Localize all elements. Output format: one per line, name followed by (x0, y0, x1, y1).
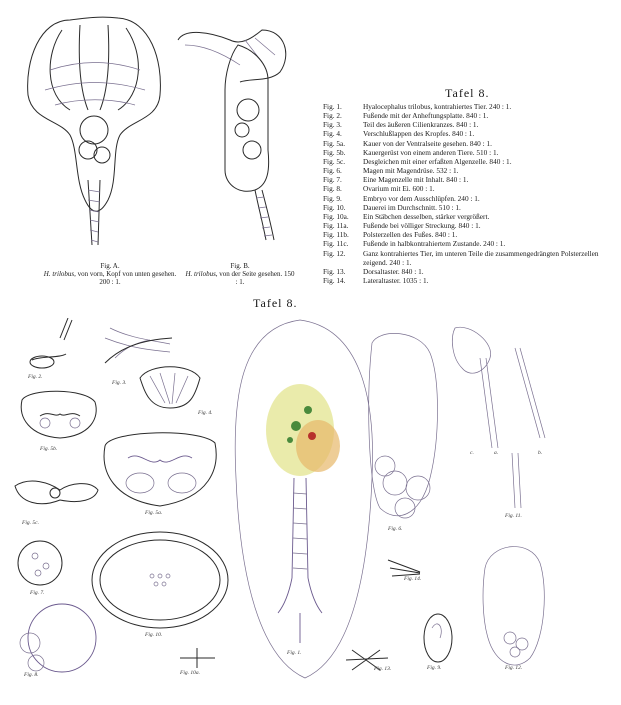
legend-entry-text: Hyalocephalus trilobus, kontrahiertes Tier. 240 : 1. (363, 102, 512, 111)
fig3-drawing (105, 328, 172, 363)
legend-entry-figure: Fig. 6. (323, 166, 342, 176)
legend-entry-figure: Fig. 9. (323, 193, 342, 203)
figure-a-label: Fig. A. (100, 262, 120, 270)
legend-entry-figure: Fig. 4. (323, 129, 342, 139)
legend-entry-figure: Fig. 10a. (323, 211, 349, 221)
fig7-drawing (18, 541, 62, 585)
legend-entry-text: Fußende mit der Anheftungsplatte. 840 : 1. (363, 111, 489, 121)
legend-entry-figure: Fig. 8. (323, 184, 342, 194)
figure-a-caption (40, 262, 180, 286)
fig4-drawing (140, 367, 200, 408)
legend-entry-text: Kauergerüst von einem anderen Tiere. 510 : 1. (363, 147, 499, 157)
legend-entry (323, 194, 619, 203)
figure-a-species: H. trilobus, (43, 270, 76, 278)
legend-entry-text: Verschlußlappen des Kropfes. 840 : 1. (363, 129, 475, 139)
legend-entry-text: Teil des äußeren Cilienkranzes. 840 : 1. (363, 120, 479, 130)
legend-entry-figure: Fig. 3. (323, 120, 342, 130)
plate-label-c: c. (470, 450, 474, 456)
legend-entry-figure: Fig. 11a. (323, 221, 349, 231)
figure-a-drawing (28, 17, 161, 245)
legend-entry-figure: Fig. 1. (323, 102, 342, 111)
legend-entry-figure: Fig. 13. (323, 266, 346, 276)
figure-b-drawing (178, 30, 286, 240)
plate-label-fig11: Fig. 11. (505, 513, 522, 519)
legend-title: Tafel 8. (445, 86, 490, 100)
legend-entry-figure: Fig. 10. (323, 202, 346, 212)
fig6-drawing (369, 333, 438, 518)
legend-entry-text: Dauerei im Durchschnitt. 510 : 1. (363, 202, 461, 212)
fig12-drawing (483, 547, 544, 665)
legend-entry-text: Ganz kontrahiertes Tier, im unteren Teile die zusammengedrängten Polsterzellen zeigend. 240 : 1. (363, 248, 599, 267)
legend-entry-text: Magen mit Magendrüse. 532 : 1. (363, 166, 459, 176)
legend-entry-text: Embryo vor dem Ausschlüpfen. 240 : 1. (363, 193, 480, 203)
legend-entry (323, 129, 619, 138)
figure-b-species: H. trilobus, (185, 270, 218, 278)
legend-entry (323, 276, 619, 285)
fig5b-drawing (21, 391, 96, 438)
fig14-drawing (388, 560, 420, 576)
plate-label-fig12: Fig. 12. (505, 665, 523, 671)
plate-label-fig5b: Fig. 5b. (40, 446, 58, 452)
plate-label-b: b. (538, 450, 543, 456)
legend-entry (323, 184, 619, 193)
plate-label-fig14: Fig. 14. (404, 576, 422, 582)
plate-label-fig4: Fig. 4. (198, 410, 213, 416)
figure-legend (323, 102, 619, 285)
legend-entry (323, 249, 619, 267)
legend-entry (323, 157, 619, 166)
legend-entry (323, 221, 619, 230)
legend-entry-text: Eine Magenzelle mit Inhalt. 840 : 1. (363, 175, 469, 185)
fig5c-drawing (15, 481, 98, 504)
legend-entry (323, 148, 619, 157)
legend-entry-figure: Fig. 5a. (323, 138, 346, 148)
legend-entry-figure: Fig. 2. (323, 111, 342, 121)
legend-entry-figure: Fig. 7. (323, 175, 342, 185)
plate-label-fig1: Fig. 1. (287, 650, 302, 656)
legend-entry-figure: Fig. 14. (323, 275, 346, 285)
legend-entry-text: Dorsaltaster. 840 : 1. (363, 266, 424, 276)
legend-entry (323, 230, 619, 239)
fig5a-drawing (104, 433, 216, 506)
figure-b-scale: 150 : 1. (235, 270, 295, 286)
legend-entry-text: Lateraltaster. 1035 : 1. (363, 275, 429, 285)
legend-entry (323, 102, 619, 111)
legend-entry-text: Fußende in halbkontrahiertem Zustande. 240 : 1. (363, 239, 506, 249)
plate-label-fig5a: Fig. 5a. (145, 510, 163, 516)
plate-label-fig9: Fig. 9. (427, 665, 442, 671)
figure-b-text: von der Seite gesehen. (219, 270, 283, 278)
plate-label-fig7: Fig. 7. (30, 590, 45, 596)
plate-label-fig13: Fig. 13. (374, 666, 392, 672)
legend-entry-figure: Fig. 11b. (323, 230, 349, 240)
figure-b-label: Fig. B. (230, 262, 250, 270)
legend-entry (323, 212, 619, 221)
plate-label-fig5c: Fig. 5c. (22, 520, 39, 526)
legend-entry (323, 267, 619, 276)
fig2-drawing (30, 318, 72, 368)
plate-label-fig8: Fig. 8. (24, 672, 39, 678)
fig10a-drawing (180, 648, 215, 668)
figure-b-caption (185, 262, 295, 286)
legend-entry (323, 175, 619, 184)
legend-entry-text: Ein Stäbchen desselben, stärker vergrößert. (363, 211, 490, 221)
legend-entry (323, 239, 619, 248)
plate-drawings (0, 318, 621, 700)
plate-label-a: a. (494, 450, 499, 456)
fig9-drawing (424, 614, 452, 662)
fig1-drawing (235, 320, 372, 678)
legend-entry-text: Desgleichen mit einer erfaßten Algenzelle. 840 : 1. (363, 156, 512, 166)
fig8-drawing (20, 604, 96, 672)
legend-entry-figure: Fig. 5b. (323, 147, 346, 157)
legend-entry-text: Kauer von der Ventralseite gesehen. 840 : 1. (363, 138, 492, 148)
legend-entry (323, 203, 619, 212)
legend-entry-text: Polsterzellen des Fußes. 840 : 1. (363, 230, 458, 240)
legend-entry-figure: Fig. 5c. (323, 156, 346, 166)
figure-a-text: von vorn, Kopf von unten gesehen. (77, 270, 177, 278)
legend-entry-figure: Fig. 11c. (323, 239, 349, 249)
plate-label-fig10: Fig. 10. (145, 632, 163, 638)
legend-entry (323, 120, 619, 129)
plate-label-fig3: Fig. 3. (112, 380, 127, 386)
plate-8 (0, 318, 621, 700)
figure-a-scale: 200 : 1. (99, 278, 121, 286)
legend-entry-text: Fußende bei völliger Streckung. 840 : 1. (363, 221, 481, 231)
plate-label-fig10a: Fig. 10a. (180, 670, 201, 676)
plate-label-fig6: Fig. 6. (388, 526, 403, 532)
legend-entry (323, 166, 619, 175)
plate-label-fig2: Fig. 2. (28, 374, 43, 380)
plate-title: Tafel 8. (253, 296, 298, 310)
fig10-drawing (92, 532, 228, 628)
legend-entry-figure: Fig. 12. (323, 248, 346, 258)
legend-entry (323, 111, 619, 120)
fig11-drawings (452, 327, 545, 508)
legend-entry-text: Ovarium mit Ei. 600 : 1. (363, 184, 435, 194)
legend-entry (323, 139, 619, 148)
